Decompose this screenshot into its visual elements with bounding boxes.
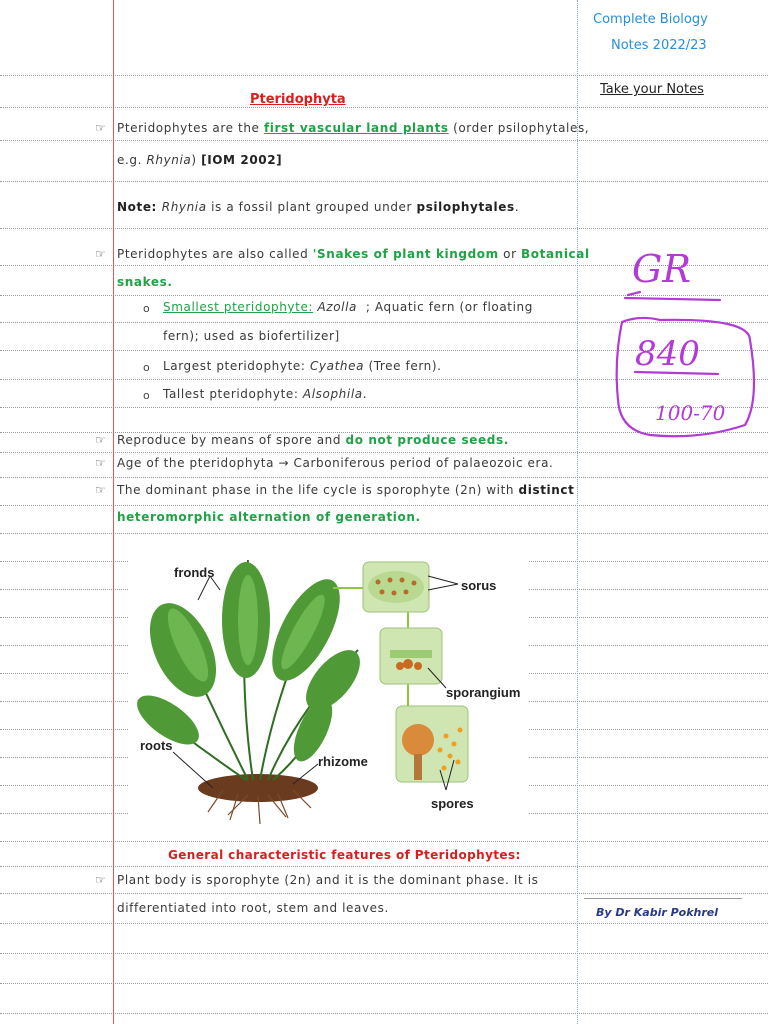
rule-line	[0, 923, 768, 924]
para5-line1: The dominant phase in the life cycle is sporophyte (2n) with distinct	[117, 483, 575, 497]
pen-stroke	[628, 292, 640, 295]
pointing-hand-icon: ☞	[95, 456, 106, 470]
notes-column-divider	[577, 0, 579, 1024]
section-heading: General characteristic features of Pteridophytes:	[168, 848, 521, 862]
circle-bullet-icon: o	[143, 302, 150, 315]
rule-line	[0, 866, 768, 867]
spores-label: spores	[431, 796, 474, 811]
handwriting-gr: GR	[632, 247, 691, 291]
sub-item-smallest-cont: fern); used as biofertilizer]	[163, 329, 340, 343]
rule-line	[0, 953, 768, 954]
para4: Age of the pteridophyta → Carboniferous period of palaeozoic era.	[117, 456, 554, 470]
rule-line	[0, 1013, 768, 1014]
rule-line	[0, 228, 768, 229]
para5-line2: heteromorphic alternation of generation.	[117, 510, 421, 524]
para3: Reproduce by means of spore and do not produce seeds.	[117, 433, 509, 447]
notes-title-line1: Complete Biology	[593, 12, 708, 27]
pointing-hand-icon: ☞	[95, 483, 106, 497]
pointing-hand-icon: ☞	[95, 873, 106, 887]
rule-line	[0, 477, 768, 478]
signature-rule	[584, 898, 742, 899]
rule-line	[0, 107, 768, 108]
para2-line1: Pteridophytes are also called 'Snakes of plant kingdom or Botanical	[117, 247, 590, 261]
handwriting-range: 100-70	[655, 401, 726, 425]
notes-title-line2: Notes 2022/23	[611, 38, 707, 53]
note-line: Note: Rhynia is a fossil plant grouped under psilophytales.	[117, 200, 520, 214]
fern-lifecycle-figure	[128, 540, 528, 840]
take-notes-heading: Take your Notes	[600, 82, 704, 97]
pen-stroke	[625, 298, 720, 300]
pointing-hand-icon: ☞	[95, 433, 106, 447]
author-signature: By Dr Kabir Pokhrel	[596, 906, 719, 919]
fronds-label: fronds	[174, 565, 215, 580]
pointing-hand-icon: ☞	[95, 247, 106, 261]
para1-line2: e.g. Rhynia) [IOM 2002]	[117, 153, 283, 167]
para1-line1: Pteridophytes are the first vascular land plants (order psilophytales,	[117, 121, 590, 135]
rule-line	[0, 140, 768, 141]
handwritten-grade-annotation	[600, 240, 768, 460]
sporangium-label: sporangium	[446, 685, 521, 700]
para2-line2: snakes.	[117, 275, 173, 289]
sub-item-tallest: Tallest pteridophyte: Alsophila.	[163, 387, 368, 401]
rule-line	[0, 841, 768, 842]
circle-bullet-icon: o	[143, 361, 150, 374]
para6-line1: Plant body is sporophyte (2n) and it is the dominant phase. It is	[117, 873, 539, 887]
sub-item-smallest: Smallest pteridophyte: Azolla ; Aquatic fern (or floating	[163, 300, 533, 314]
sub-item-largest: Largest pteridophyte: Cyathea (Tree fern).	[163, 359, 442, 373]
pointing-hand-icon: ☞	[95, 121, 106, 135]
page-title: Pteridophyta	[250, 92, 346, 107]
rule-line	[0, 533, 768, 534]
fern-illustration	[128, 540, 528, 840]
handwriting-score: 840	[635, 334, 700, 374]
roots-label: roots	[140, 738, 173, 753]
red-margin-line	[113, 0, 114, 1024]
rule-line	[0, 505, 768, 506]
rule-line	[0, 75, 768, 76]
rule-line	[0, 983, 768, 984]
circle-bullet-icon: o	[143, 389, 150, 402]
rule-line	[0, 181, 768, 182]
para6-line2: differentiated into root, stem and leaves.	[117, 901, 389, 915]
sorus-label: sorus	[461, 578, 497, 593]
rhizome-label: rhizome	[318, 754, 368, 769]
rule-line	[0, 893, 768, 894]
